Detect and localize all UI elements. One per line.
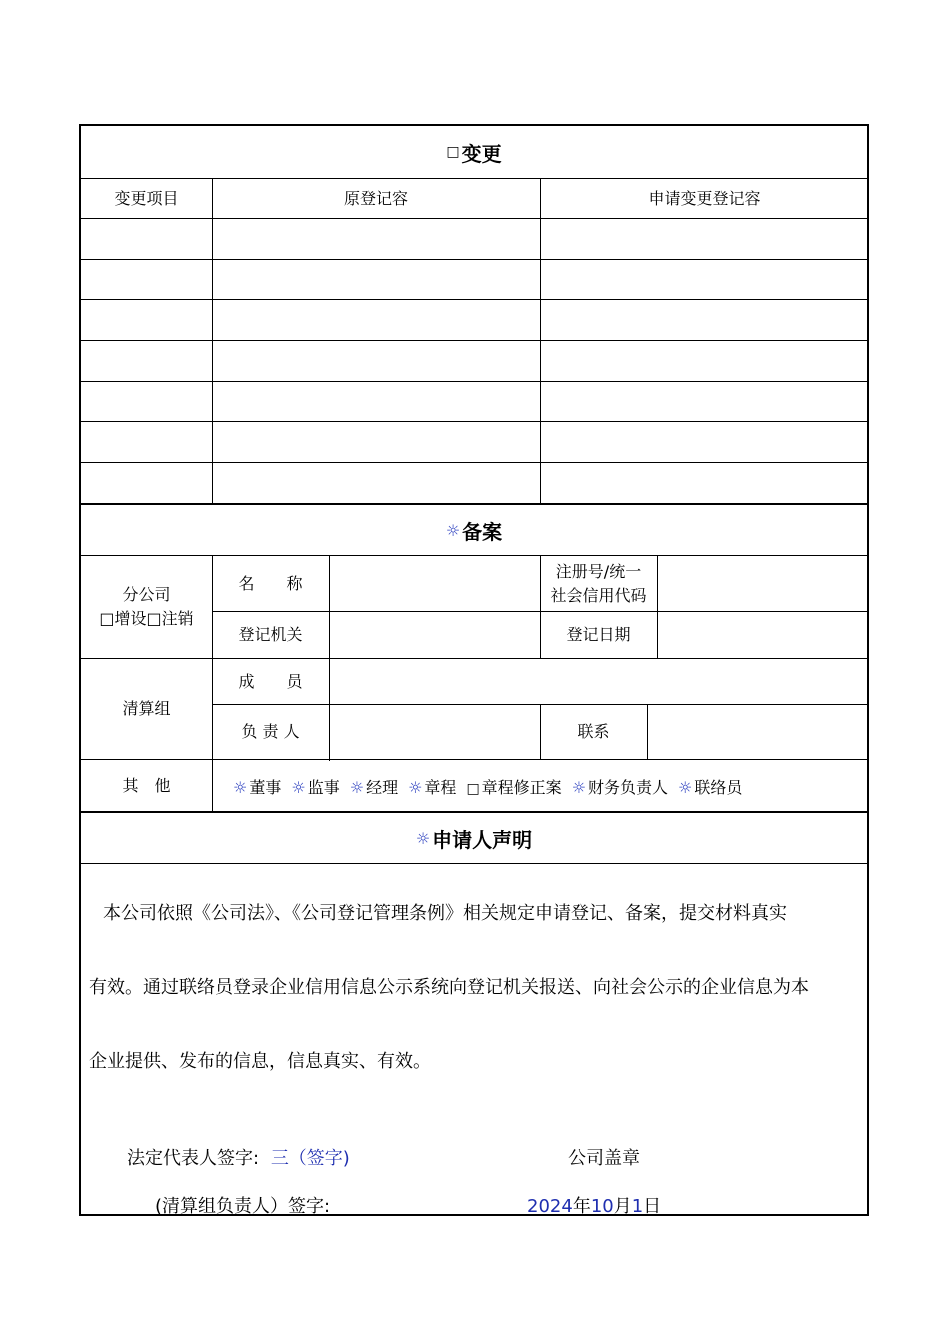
company-seal-label: 公司盖章	[568, 1148, 640, 1169]
reg-no-field[interactable]	[657, 556, 869, 611]
change-row-new-cell[interactable]	[540, 260, 869, 299]
date-year-unit: 年	[572, 1196, 591, 1217]
change-row-item-cell[interactable]	[81, 463, 212, 503]
header-change-item: 变更项目	[114, 188, 179, 208]
members-label: 成 员	[238, 671, 303, 691]
change-row-original-cell[interactable]	[212, 300, 540, 340]
date-month-unit: 月	[613, 1196, 632, 1217]
reg-date-label: 登记日期	[566, 625, 631, 644]
option-articles-amendment[interactable]	[466, 775, 561, 798]
contact-field[interactable]	[647, 705, 869, 759]
change-row-item-cell[interactable]	[81, 260, 212, 299]
option-label: 监事	[307, 777, 340, 797]
liquidation-sign-label[interactable]: (清算组负责人）签字:	[155, 1196, 331, 1217]
gear-icon[interactable]: ☼	[233, 777, 248, 797]
branch-label-line2[interactable]: □增设□注销	[99, 609, 194, 628]
change-row-item-cell[interactable]	[81, 219, 212, 259]
option-finance-officer[interactable]	[572, 775, 668, 798]
reg-no-label	[540, 556, 657, 611]
declaration-line-3: 企业提供、发布的信息，信息真实、有效。	[89, 1051, 431, 1072]
gear-icon[interactable]: ☼	[445, 520, 461, 540]
gear-icon[interactable]: ☼	[415, 828, 431, 848]
liquidation-label: 清算组	[122, 699, 171, 718]
gear-icon[interactable]: ☼	[678, 777, 693, 797]
header-new-content: 申请变更登记容	[648, 188, 761, 208]
option-label: 章程	[424, 777, 457, 797]
change-row-new-cell[interactable]	[540, 422, 869, 462]
option-label: 经理	[366, 777, 399, 797]
gear-icon[interactable]: ☼	[408, 777, 423, 797]
filing-title-text: 备案	[462, 519, 503, 544]
contact-label: 联系	[577, 722, 610, 741]
date-month: 10	[590, 1196, 614, 1217]
change-title-text: 变更	[461, 141, 502, 166]
change-row-original-cell[interactable]	[212, 219, 540, 259]
others-options	[233, 760, 752, 812]
header-original-content: 原登记容	[343, 188, 408, 208]
members-field[interactable]	[329, 659, 869, 704]
option-label: 联络员	[694, 777, 743, 797]
leader-field[interactable]	[329, 705, 540, 759]
legal-rep-signature[interactable]: 三（签字)	[270, 1148, 350, 1169]
change-row-new-cell[interactable]	[540, 219, 869, 259]
leader-label: 负 责 人	[241, 722, 300, 741]
declaration-section-title	[81, 813, 867, 863]
option-label: 财务负责人	[588, 777, 669, 797]
reg-no-label-line1: 注册号/统一	[555, 561, 642, 581]
date-year: 2024	[527, 1196, 573, 1217]
change-row-item-cell[interactable]	[81, 300, 212, 340]
declaration-title-text: 申请人声明	[432, 827, 533, 852]
change-row-item-cell[interactable]	[81, 422, 212, 462]
option-supervisor[interactable]	[291, 775, 339, 798]
filing-section-title	[81, 505, 867, 555]
change-row-original-cell[interactable]	[212, 382, 540, 421]
option-label: 董事	[249, 777, 282, 797]
change-row-original-cell[interactable]	[212, 463, 540, 503]
declaration-line-2: 有效。通过联络员登录企业信用信息公示系统向登记机关报送、向社会公示的企业信息为本	[89, 977, 809, 998]
option-liaison[interactable]	[678, 775, 742, 798]
branch-name-label: 名 称	[238, 573, 303, 593]
branch-name-field[interactable]	[329, 556, 540, 611]
branch-label-line1: 分公司	[122, 585, 171, 604]
reg-date-field[interactable]	[657, 612, 869, 658]
legal-rep-signature-line	[127, 1144, 350, 1170]
change-row-new-cell[interactable]	[540, 341, 869, 381]
reg-no-label-line2: 社会信用代码	[550, 585, 647, 605]
change-section-title	[81, 126, 867, 178]
change-row-new-cell[interactable]	[540, 382, 869, 421]
change-row-item-cell[interactable]	[81, 382, 212, 421]
date-day: 1	[631, 1196, 644, 1217]
authority-label: 登记机关	[238, 625, 303, 644]
branch-label	[81, 556, 212, 658]
declaration-line-1: 本公司依照《公司法》、《公司登记管理条例》相关规定申请登记、备案，提交材料真实	[103, 903, 787, 924]
declaration-date[interactable]	[527, 1192, 661, 1218]
others-label: 其 他	[122, 775, 171, 795]
option-articles[interactable]	[408, 775, 456, 798]
authority-field[interactable]	[329, 612, 540, 658]
declaration-text	[89, 877, 859, 1099]
option-label: 章程修正案	[481, 777, 562, 797]
option-manager[interactable]	[350, 775, 398, 798]
checkbox-icon[interactable]: □	[466, 780, 480, 797]
change-row-original-cell[interactable]	[212, 341, 540, 381]
date-day-unit: 日	[643, 1196, 662, 1217]
gear-icon[interactable]: ☼	[349, 777, 365, 797]
legal-rep-label: 法定代表人签字:	[127, 1148, 260, 1169]
change-checkbox[interactable]: □	[446, 144, 460, 160]
change-row-item-cell[interactable]	[81, 341, 212, 381]
change-row-original-cell[interactable]	[212, 260, 540, 299]
option-director[interactable]	[233, 775, 281, 798]
gear-icon[interactable]: ☼	[571, 777, 587, 797]
change-row-new-cell[interactable]	[540, 463, 869, 503]
change-row-new-cell[interactable]	[540, 300, 869, 340]
change-row-original-cell[interactable]	[212, 422, 540, 462]
gear-icon[interactable]: ☼	[291, 777, 306, 797]
registration-form	[79, 124, 869, 1216]
